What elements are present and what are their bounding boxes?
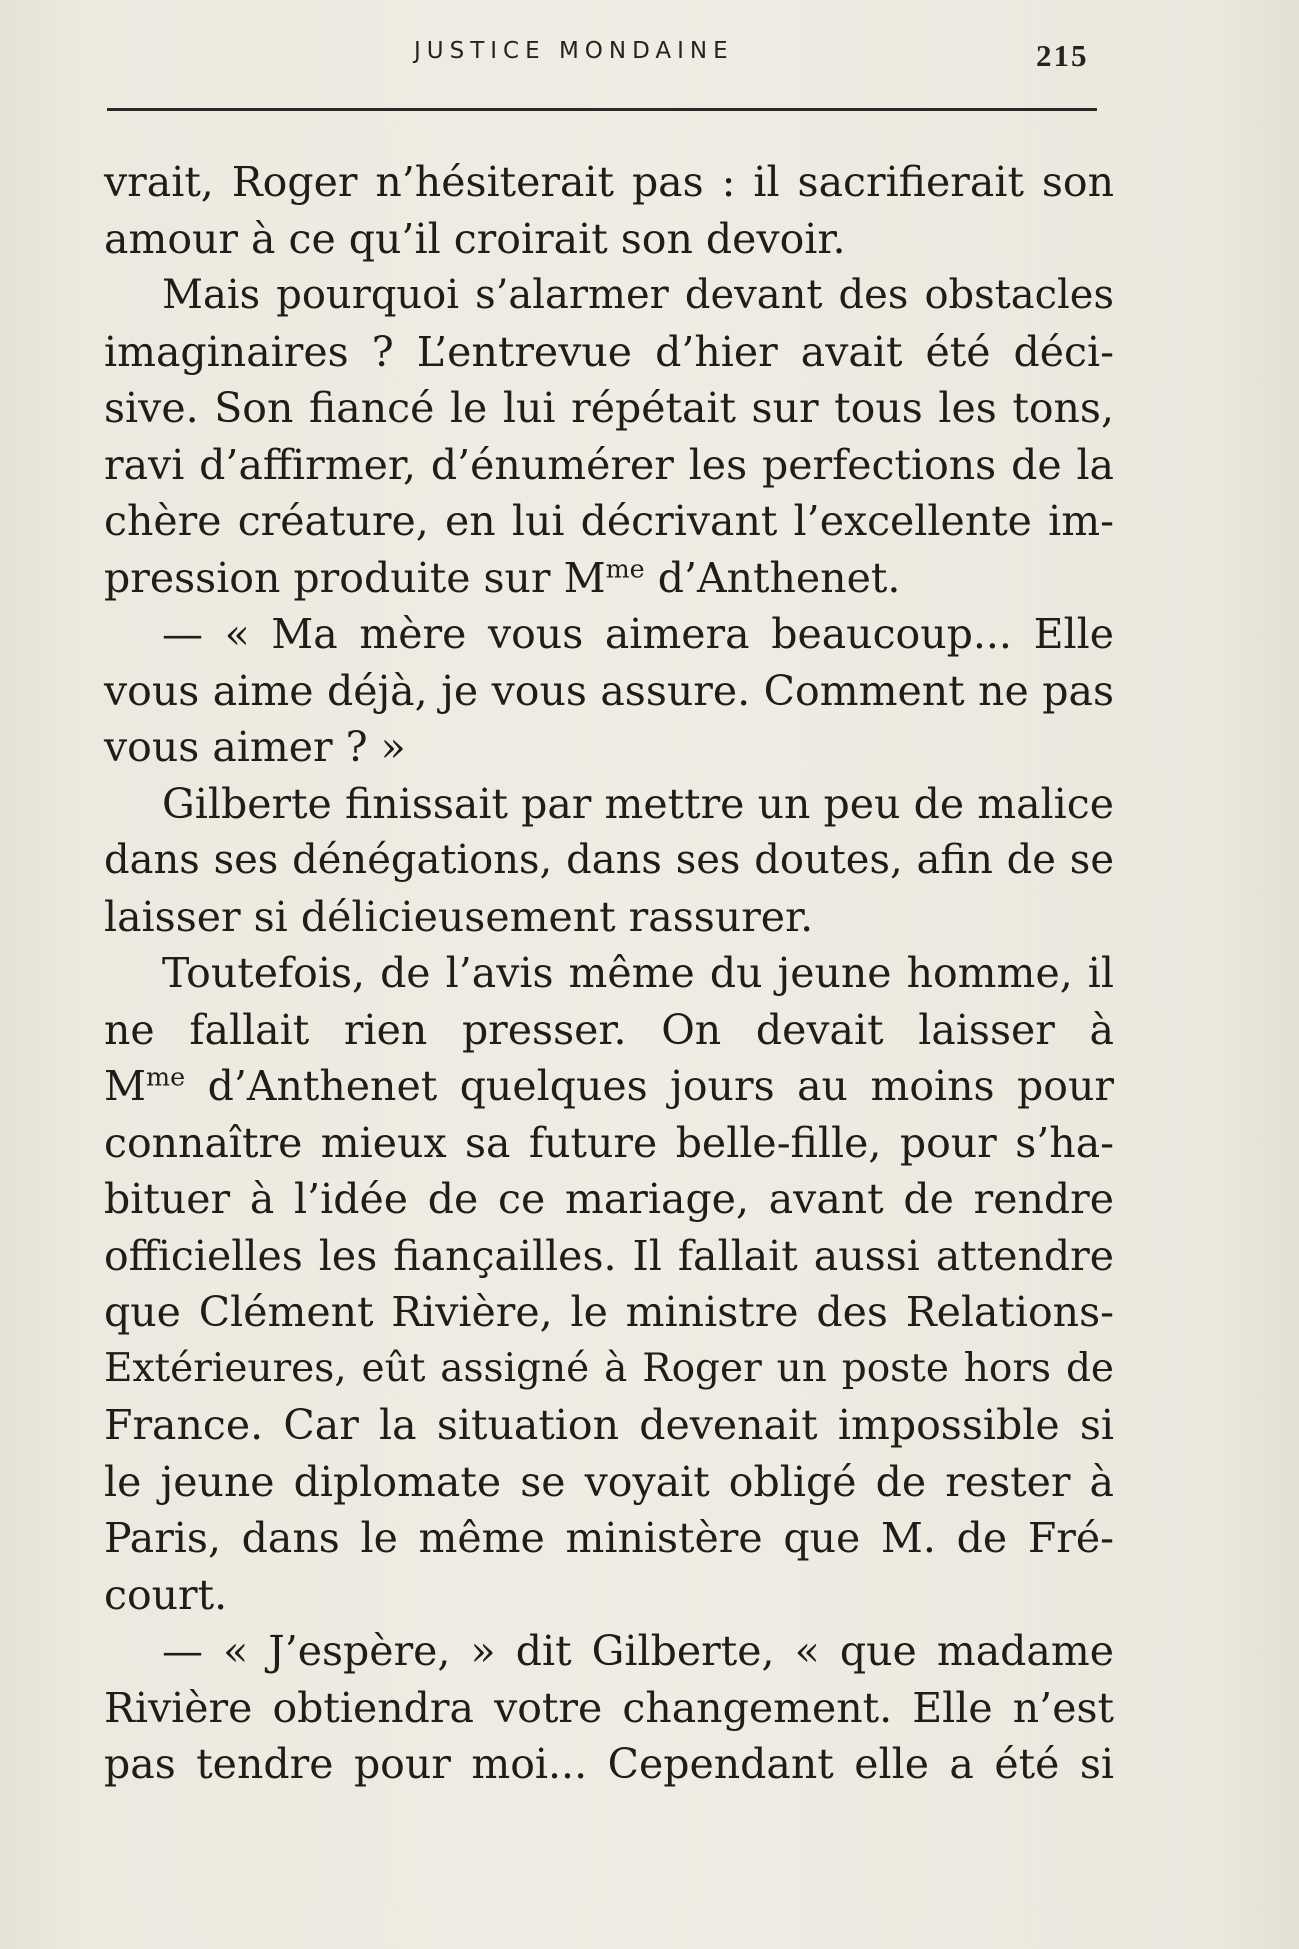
text-line: officielles les fiançailles. Il fallait aussi attendre <box>104 1231 1114 1280</box>
text-line: — « J’espère, » dit Gilberte, « que madame <box>162 1627 1114 1675</box>
superscript-me: me <box>145 1061 186 1092</box>
running-head-title: JUSTICE MONDAINE <box>414 38 734 64</box>
text-line: Mais pourquoi s’alarmer devant des obstacles <box>162 272 1114 318</box>
text-line: Toutefois, de l’avis même du jeune homme, il <box>162 949 1114 997</box>
text-line: dans ses dénégations, dans ses doutes, afin de se <box>104 837 1114 883</box>
text-line: connaître mieux sa future belle-fille, pour s’ha- <box>104 1118 1114 1167</box>
text-line: Paris, dans le même ministère que M. de Fré- <box>104 1514 1114 1562</box>
running-head <box>0 34 1299 74</box>
text-line: vous aimer ? » <box>104 723 406 771</box>
text-line: court. <box>104 1570 228 1619</box>
text-line: pression produite sur $M^{me}$ d’Anthenet. <box>104 552 901 602</box>
header-rule <box>107 108 1097 111</box>
text-line: que Clément Rivière, le ministre des Relations- <box>104 1288 1114 1336</box>
text-line: — « Ma mère vous aimera beaucoup... Elle <box>162 610 1114 658</box>
text-line: imaginaires ? L’entrevue d’hier avait été déci- <box>104 327 1114 376</box>
text-line: laisser si délicieusement rassurer. <box>104 892 814 941</box>
text-line: amour à ce qu’il croirait son devoir. <box>104 214 846 263</box>
text-line: vrait, Roger n’hésiterait pas : il sacrifierait son <box>104 158 1114 206</box>
body-text <box>104 154 1114 1793</box>
text-line: ravi d’affirmer, d’énumérer les perfections de la <box>104 440 1114 489</box>
text-line: France. Car la situation devenait impossible si <box>104 1401 1114 1449</box>
text-line: bituer à l’idée de ce mariage, avant de rendre <box>104 1175 1114 1223</box>
text-line: Extérieures, eût assigné à Roger un poste hors de <box>104 1345 1114 1391</box>
text-line: pas tendre pour moi... Cependant elle a été si <box>104 1740 1114 1788</box>
text-line: Rivière obtiendra votre changement. Elle n’est <box>104 1683 1114 1732</box>
text-line: ne fallait rien presser. On devait laisser à <box>104 1005 1114 1054</box>
text-line: $M^{me}$ d’Anthenet quelques jours au moins pour <box>104 1061 1114 1110</box>
text-line: sive. Son fiancé le lui répétait sur tous les tons, <box>104 384 1114 432</box>
text-line: le jeune diplomate se voyait obligé de rester à <box>104 1457 1114 1506</box>
page-number: 215 <box>1036 38 1089 73</box>
text-line: Gilberte finissait par mettre un peu de malice <box>162 779 1114 828</box>
text-line: chère créature, en lui décrivant l’excellente im- <box>104 497 1114 545</box>
superscript-me: me <box>605 552 645 583</box>
text-line: vous aime déjà, je vous assure. Comment ne pas <box>104 666 1114 715</box>
